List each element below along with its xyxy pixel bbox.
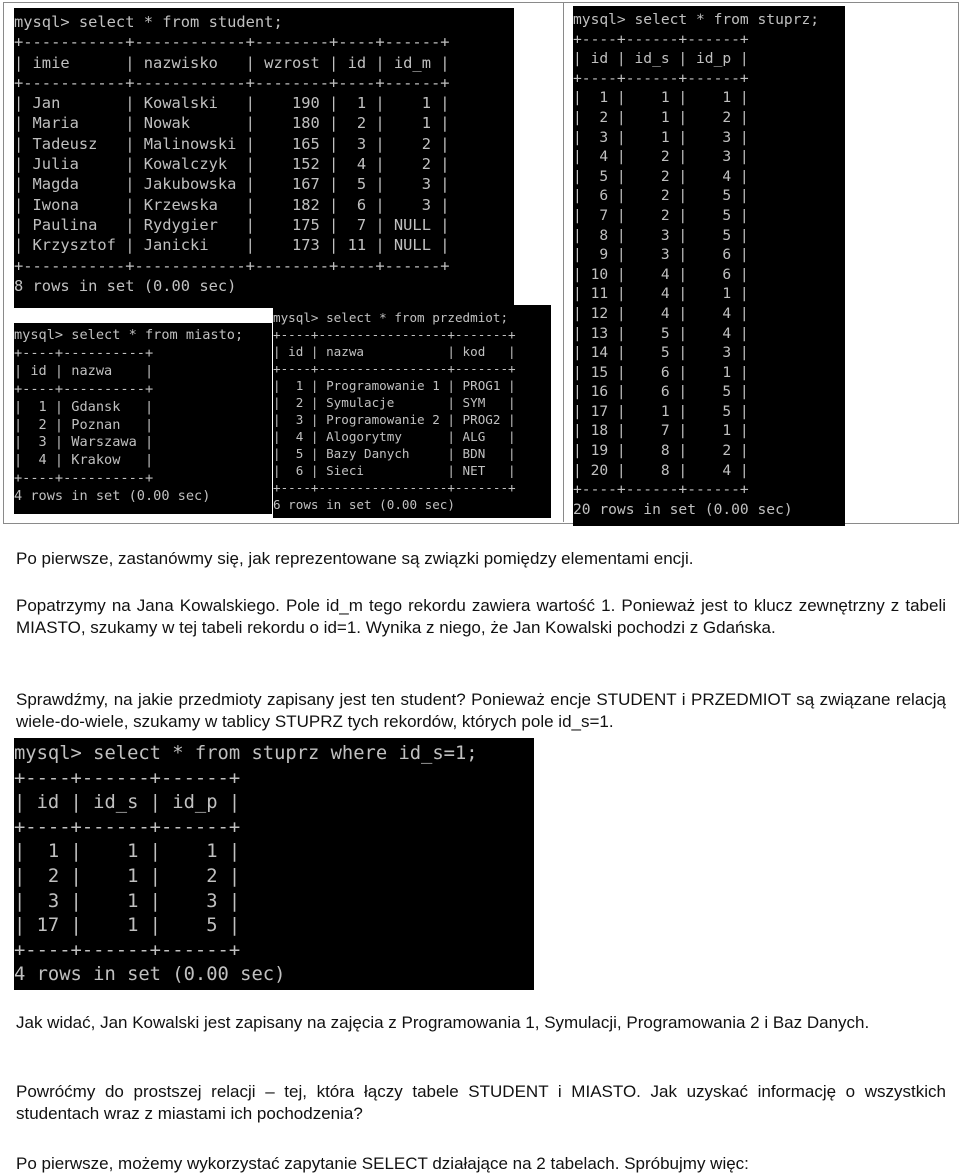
terminal-line: | Jan | Kowalski | 190 | 1 | 1 | [14,94,450,113]
terminal-line: +----+----------+ [14,380,154,397]
paragraph-kowalski-subjects: Jak widać, Jan Kowalski jest zapisany na zajęcia z Programowania 1, Symulacji, Programowania 2 i Baz Danych. [16,1013,870,1032]
paragraph-select-two-tables: Po pierwsze, możemy wykorzystać zapytanie SELECT działające na 2 tabelach. Spróbujmy więc: [16,1154,749,1173]
terminal-line: | 4 | 2 | 3 | [573,148,749,166]
terminal-stuprz-where [14,738,534,990]
terminal-line: +----+------+------+ [573,69,749,87]
terminal-line: | 1 | 1 | 1 | [573,89,749,107]
terminal-student [14,8,514,308]
terminal-line: | 3 | Warszawa | [14,434,154,451]
terminal-line: 6 rows in set (0.00 sec) [273,497,455,512]
terminal-line: | 19 | 8 | 2 | [573,442,749,460]
terminal-miasto [14,323,272,514]
terminal-line: mysql> select * from stuprz; [573,11,820,28]
terminal-line: | 16 | 6 | 5 | [573,383,749,401]
terminal-line: 4 rows in set (0.00 sec) [14,964,286,986]
terminal-line: | 5 | Bazy Danych | BDN | [273,446,516,461]
terminal-line: | 11 | 4 | 1 | [573,285,749,303]
terminal-line: | Magda | Jakubowska | 167 | 5 | 3 | [14,175,450,194]
terminal-line: | 9 | 3 | 6 | [573,246,749,264]
terminal-line: +----+-----------------+-------+ [273,361,516,376]
terminal-line: mysql> select * from stuprz where id_s=1; [14,743,478,764]
terminal-line: | 3 | 1 | 3 | [573,128,749,146]
paragraph-kowalski-city: Popatrzymy na Jana Kowalskiego. Pole id_m tego rekordu zawiera wartość 1. Ponieważ jest to klucz zewnętrzny z tabeli MIASTO, szukamy w tej tabeli rekordu o id=1. Wynika z niego, że Jan Kowalski pochodzi z Gdańska. [16,596,946,637]
terminal-line: +----+----------+ [14,470,154,487]
terminal-line: | 2 | Symulacje | SYM | [273,395,516,410]
paragraph-subjects-question: Sprawdźmy, na jakie przedmioty zapisany jest ten student? Ponieważ encje STUDENT i PRZEDMIOT są związane relacją wiele-do-wiele, szukamy w tablicy STUPRZ tych rekordów, których pole id_s=1. [16,690,946,731]
terminal-line: | 20 | 8 | 4 | [573,461,749,479]
terminal-line: | id | id_s | id_p | [14,792,241,814]
terminal-line: | Tadeusz | Malinowski | 165 | 3 | 2 | [14,134,450,153]
terminal-line: 4 rows in set (0.00 sec) [14,488,211,505]
terminal-line: | 4 | Alogorytmy | ALG | [273,429,516,444]
terminal-line: | 17 | 1 | 5 | [573,402,749,420]
terminal-line: 8 rows in set (0.00 sec) [14,276,237,295]
terminal-line: | 14 | 5 | 3 | [573,344,749,362]
terminal-line: +----+------+------+ [573,481,749,499]
terminal-line: | 17 | 1 | 5 | [14,915,241,937]
terminal-line: | 2 | 1 | 2 | [14,865,241,887]
terminal-line: mysql> select * from przedmiot; [273,310,509,325]
paragraph-join-question: Powróćmy do prostszej relacji – tej, która łączy tabele STUDENT i MIASTO. Jak uzyskać informację o wszystkich studentach wraz z miastami ich pochodzenia? [16,1082,946,1123]
terminal-line: | 2 | Poznan | [14,416,154,433]
screenshot-divider [563,2,564,522]
terminal-line: | 1 | Gdansk | [14,398,154,415]
terminal-line: | Julia | Kowalczyk | 152 | 4 | 2 | [14,155,450,174]
terminal-line: +----+------+------+ [14,816,241,838]
terminal-line: | 10 | 4 | 6 | [573,265,749,283]
terminal-line: +----+------+------+ [14,767,241,789]
terminal-line: 20 rows in set (0.00 sec) [573,500,793,518]
terminal-line: +----+------+------+ [573,30,749,48]
terminal-line: | 3 | Programowanie 2 | PROG2 | [273,412,516,427]
terminal-line: +----+------+------+ [14,939,241,961]
terminal-line: +----+----------+ [14,344,154,361]
terminal-line: | Paulina | Rydygier | 175 | 7 | NULL | [14,215,450,234]
terminal-line: | Maria | Nowak | 180 | 2 | 1 | [14,114,450,133]
terminal-line: +-----------+------------+--------+----+------+ [14,256,450,275]
terminal-line: | imie | nazwisko | wzrost | id | id_m | [14,53,450,72]
terminal-line: | 15 | 6 | 1 | [573,363,749,381]
terminal-line: +----+-----------------+-------+ [273,327,516,342]
terminal-line: | 8 | 3 | 5 | [573,226,749,244]
terminal-line: | 12 | 4 | 4 | [573,304,749,322]
terminal-line: | 6 | 2 | 5 | [573,187,749,205]
terminal-line: | 5 | 2 | 4 | [573,167,749,185]
terminal-przedmiot [273,305,551,518]
terminal-line: | 2 | 1 | 2 | [573,108,749,126]
paragraph-intro: Po pierwsze, zastanówmy się, jak reprezentowane są związki pomiędzy elementami encji. [16,549,694,568]
terminal-line: +----+-----------------+-------+ [273,480,516,495]
terminal-line: | id | nazwa | kod | [273,344,516,359]
terminal-line: | 1 | 1 | 1 | [14,841,241,863]
terminal-stuprz [573,6,845,526]
terminal-line: mysql> select * from student; [14,13,283,31]
terminal-line: | 6 | Sieci | NET | [273,463,516,478]
terminal-line: | 13 | 5 | 4 | [573,324,749,342]
terminal-line: | 1 | Programowanie 1 | PROG1 | [273,378,516,393]
terminal-line: | 3 | 1 | 3 | [14,890,241,912]
terminal-line: | Krzysztof | Janicki | 173 | 11 | NULL | [14,236,450,255]
terminal-line: +-----------+------------+--------+----+------+ [14,73,450,92]
terminal-line: | 7 | 2 | 5 | [573,206,749,224]
terminal-line: mysql> select * from miasto; [14,327,244,343]
terminal-line: | id | nazwa | [14,362,154,379]
terminal-line: | 18 | 7 | 1 | [573,422,749,440]
terminal-line: | 4 | Krakow | [14,452,154,469]
terminal-line: | id | id_s | id_p | [573,50,749,68]
terminal-line: | Iwona | Krzewska | 182 | 6 | 3 | [14,195,450,214]
terminal-line: +-----------+------------+--------+----+------+ [14,33,450,52]
